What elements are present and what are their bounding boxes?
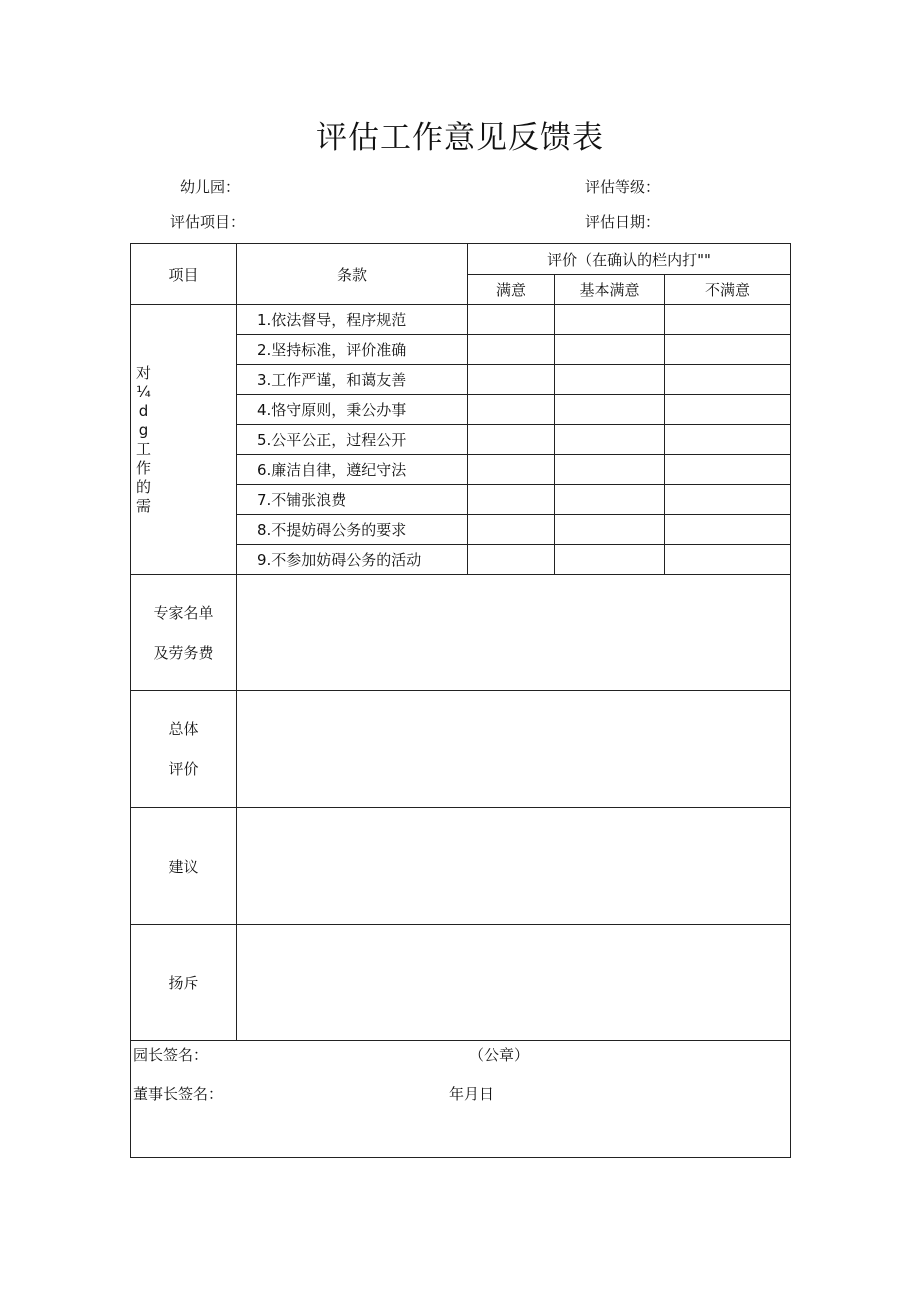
- check-cell-satisfied-9[interactable]: [468, 545, 555, 575]
- check-cell-unsatisfied-5[interactable]: [665, 425, 791, 455]
- check-cell-basic-9[interactable]: [555, 545, 665, 575]
- col-header-item: 项目: [131, 244, 237, 305]
- clause-5: 5.公平公正，过程公开: [237, 425, 468, 455]
- clause-1: 1.依法督导，程序规范: [237, 305, 468, 335]
- clause-6: 6.廉洁自律，遵纪守法: [237, 455, 468, 485]
- check-cell-unsatisfied-1[interactable]: [665, 305, 791, 335]
- clause-2: 2.坚持标准，评价准确: [237, 335, 468, 365]
- check-cell-satisfied-7[interactable]: [468, 485, 555, 515]
- check-cell-basic-1[interactable]: [555, 305, 665, 335]
- clause-3: 3.工作严谨，和蔼友善: [237, 365, 468, 395]
- check-cell-satisfied-5[interactable]: [468, 425, 555, 455]
- check-cell-satisfied-2[interactable]: [468, 335, 555, 365]
- check-cell-basic-4[interactable]: [555, 395, 665, 425]
- overall-label-line2: 评价: [168, 760, 199, 778]
- check-cell-unsatisfied-9[interactable]: [665, 545, 791, 575]
- row-group-label-cell: [131, 305, 237, 575]
- check-cell-basic-6[interactable]: [555, 455, 665, 485]
- check-cell-unsatisfied-7[interactable]: [665, 485, 791, 515]
- clause-8: 8.不提妨碍公务的要求: [237, 515, 468, 545]
- clause-7: 7.不铺张浪费: [237, 485, 468, 515]
- col-header-satisfied: 满意: [468, 275, 555, 305]
- col-header-unsatisfied: 不满意: [665, 275, 791, 305]
- check-cell-unsatisfied-3[interactable]: [665, 365, 791, 395]
- grade-label: 评估等级：: [585, 178, 661, 196]
- official-seal-label: （公章）: [469, 1046, 530, 1064]
- clause-9: 9.不参加妨碍公务的活动: [237, 545, 468, 575]
- col-header-clause: 条款: [237, 244, 468, 305]
- feedback-table: [130, 243, 791, 1158]
- check-cell-basic-7[interactable]: [555, 485, 665, 515]
- suggestion-label: 建议: [131, 808, 237, 925]
- check-cell-satisfied-4[interactable]: [468, 395, 555, 425]
- signature-cell: [131, 1041, 791, 1158]
- experts-label-line1: 专家名单: [153, 603, 214, 622]
- check-cell-basic-8[interactable]: [555, 515, 665, 545]
- check-cell-satisfied-6[interactable]: [468, 455, 555, 485]
- check-cell-satisfied-3[interactable]: [468, 365, 555, 395]
- check-cell-unsatisfied-4[interactable]: [665, 395, 791, 425]
- overall-label-line1: 总体: [168, 720, 199, 738]
- project-label: 评估项目：: [170, 213, 246, 231]
- check-cell-basic-2[interactable]: [555, 335, 665, 365]
- col-header-evaluation: 评价（在确认的栏内打"": [468, 244, 791, 275]
- overall-label-cell: [131, 691, 237, 808]
- check-cell-unsatisfied-8[interactable]: [665, 515, 791, 545]
- check-cell-satisfied-1[interactable]: [468, 305, 555, 335]
- check-cell-basic-5[interactable]: [555, 425, 665, 455]
- clause-4: 4.恪守原则，秉公办事: [237, 395, 468, 425]
- director-signature-label: 园长签名：: [133, 1046, 209, 1064]
- kindergarten-label: 幼儿园：: [180, 178, 241, 196]
- row-group-label: 对¼dg工作的需: [135, 363, 151, 515]
- page-title: 评估工作意见反馈表: [316, 120, 604, 156]
- check-cell-unsatisfied-2[interactable]: [665, 335, 791, 365]
- signature-date-label: 年月日: [449, 1085, 495, 1103]
- chairman-signature-label: 董事长签名：: [133, 1085, 224, 1103]
- experts-label-line2: 及劳务费: [153, 643, 214, 662]
- experts-label-cell: [131, 575, 237, 691]
- praise-field[interactable]: [237, 925, 791, 1041]
- praise-label: 扬斥: [131, 925, 237, 1041]
- check-cell-basic-3[interactable]: [555, 365, 665, 395]
- check-cell-satisfied-8[interactable]: [468, 515, 555, 545]
- check-cell-unsatisfied-6[interactable]: [665, 455, 791, 485]
- overall-evaluation-field[interactable]: [237, 691, 791, 808]
- experts-field[interactable]: [237, 575, 791, 691]
- col-header-basic-satisfied: 基本满意: [555, 275, 665, 305]
- date-label: 评估日期：: [585, 213, 661, 231]
- suggestion-field[interactable]: [237, 808, 791, 925]
